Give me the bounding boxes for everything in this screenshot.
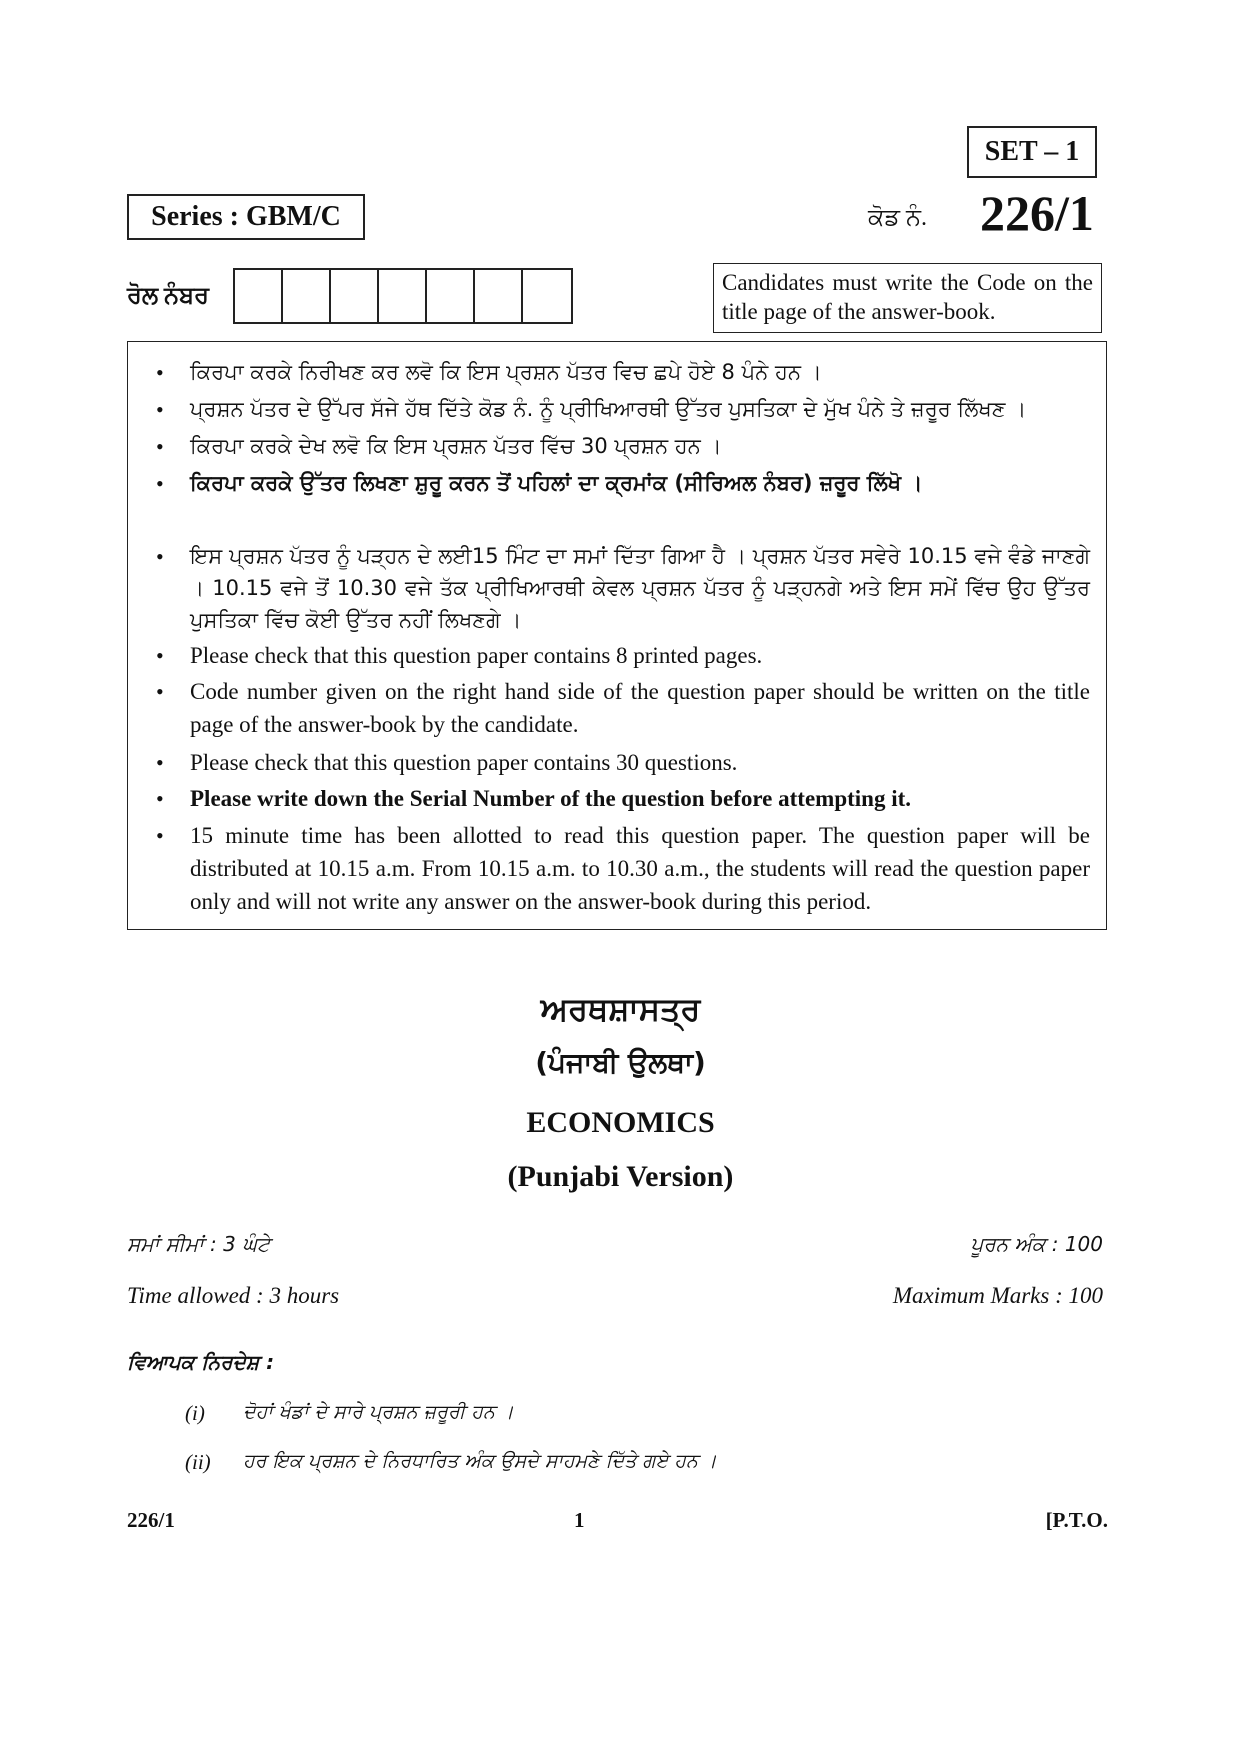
instruction-text: ਕਿਰਪਾ ਕਰਕੇ ਉੱਤਰ ਲਿਖਣਾ ਸ਼ੁਰੂ ਕਰਨ ਤੋਂ ਪਹਿਲਾਂ ਦਾ ਕ੍ਰਮਾਂਕ (ਸੀਰਿਅਲ ਨੰਬਰ) ਜ਼ਰੂਰ ਲਿੱਖੋ । (190, 471, 923, 495)
roll-number-cell[interactable] (331, 270, 379, 322)
max-marks-punjabi: ਪੂਰਨ ਅੰਕ : 100 (970, 1232, 1103, 1256)
instruction-text: 15 minute time has been allotted to read this question paper. The question paper will be distributed at 10.15 a.m. From 10.15 a.m. to 10.30 a.m., the students will read the question paper only and will not write any answer on the answer-book during this period. (190, 823, 1090, 914)
bullet-icon: • (156, 643, 164, 668)
roll-number-cell[interactable] (283, 270, 331, 322)
general-instructions-title: ਵਿਆਪਕ ਨਿਰਦੇਸ਼ : (127, 1350, 275, 1374)
instruction-text: Please write down the Serial Number of the question before attempting it. (190, 786, 912, 811)
bullet-icon: • (156, 679, 164, 704)
roll-number-cell[interactable] (235, 270, 283, 322)
bullet-icon: • (156, 360, 164, 385)
footer-code: 226/1 (127, 1508, 175, 1532)
bullet-icon: • (156, 471, 164, 496)
time-allowed: Time allowed : 3 hours (127, 1283, 340, 1308)
version-title-english: (Punjabi Version) (507, 1160, 734, 1193)
instruction-text: ਕਿਰਪਾ ਕਰਕੇ ਦੇਖ ਲਵੋ ਕਿ ਇਸ ਪ੍ਰਸ਼ਨ ਪੱਤਰ ਵਿੱਚ 30 ਪ੍ਰਸ਼ਨ ਹਨ । (190, 434, 722, 458)
bullet-icon: • (156, 750, 164, 775)
series-label: Series : GBM/C (127, 194, 365, 240)
general-instruction-text: ਹਰ ਇਕ ਪ੍ਰਸ਼ਨ ਦੇ ਨਿਰਧਾਰਿਤ ਅੰਕ ਉਸਦੇ ਸਾਹਮਣੇ ਦਿੱਤੇ ਗਏ ਹਨ । (243, 1450, 717, 1472)
time-allowed-punjabi: ਸਮਾਂ ਸੀਮਾਂ : 3 ਘੰਟੇ (127, 1232, 270, 1256)
roll-number-cell[interactable] (379, 270, 427, 322)
general-instruction-number: (i) (185, 1401, 205, 1425)
subject-title-english: ECONOMICS (526, 1106, 715, 1139)
roll-number-cell[interactable] (523, 270, 571, 322)
roll-number-cell[interactable] (427, 270, 475, 322)
general-instruction-item (185, 1450, 717, 1475)
code-value: 226/1 (980, 185, 1094, 241)
roll-number-cell[interactable] (475, 270, 523, 322)
general-instruction-number: (ii) (185, 1450, 211, 1474)
bullet-icon: • (156, 823, 164, 848)
please-turn-over: [P.T.O. (1045, 1508, 1108, 1532)
instruction-text: ਪ੍ਰਸ਼ਨ ਪੱਤਰ ਦੇ ਉੱਪਰ ਸੱਜੇ ਹੱਥ ਦਿੱਤੇ ਕੋਡ ਨੰ. ਨੂੰ ਪ੍ਰੀਖਿਆਰਥੀ ਉੱਤਰ ਪੁਸਤਿਕਾ ਦੇ ਮੁੱਖ ਪੰਨੇ ਤੇ ਜ਼ਰੂਰ ਲਿੱਖਣ । (190, 397, 1027, 421)
general-instruction-text: ਦੋਹਾਂ ਖੰਡਾਂ ਦੇ ਸਾਰੇ ਪ੍ਰਸ਼ਨ ਜ਼ਰੂਰੀ ਹਨ । (243, 1401, 514, 1423)
bullet-icon: • (156, 434, 164, 459)
roll-number-boxes[interactable] (233, 268, 573, 324)
general-instruction-item (185, 1401, 514, 1426)
code-label: ਕੋਡ ਨੰ. (868, 205, 927, 231)
subject-title-punjabi: ਅਰਥਸ਼ਾਸਤ੍ਰ (540, 990, 701, 1028)
roll-number-label: ਰੋਲ ਨੰਬਰ (127, 283, 209, 309)
instruction-text: Code number given on the right hand side of the question paper should be written on the title page of the answer-book by the candidate. (190, 679, 1090, 737)
instructions-box (127, 341, 1107, 930)
max-marks: Maximum Marks : 100 (892, 1283, 1103, 1308)
instruction-text: ਇਸ ਪ੍ਰਸ਼ਨ ਪੱਤਰ ਨੂੰ ਪੜ੍ਹਨ ਦੇ ਲਈ15 ਮਿੰਟ ਦਾ ਸਮਾਂ ਦਿੱਤਾ ਗਿਆ ਹੈ । ਪ੍ਰਸ਼ਨ ਪੱਤਰ ਸਵੇਰੇ 10.15 ਵਜੇ ਵੰਡੇ ਜਾਣਗੇ । 10.15 ਵਜੇ ਤੋਂ 10.30 ਵਜੇ ਤੱਕ ਪ੍ਰੀਖਿਆਰਥੀ ਕੇਵਲ ਪ੍ਰਸ਼ਨ ਪੱਤਰ ਨੂੰ ਪੜ੍ਹਨਗੇ ਅਤੇ ਇਸ ਸਮੇਂ ਵਿੱਚ ਉਹ ਉੱਤਰ ਪੁਸਤਿਕਾ ਵਿੱਚ ਕੋਈ ਉੱਤਰ ਨਹੀਂ ਲਿਖਣਗੇ । (190, 544, 1090, 632)
instruction-text: ਕਿਰਪਾ ਕਰਕੇ ਨਿਰੀਖਣ ਕਰ ਲਵੋ ਕਿ ਇਸ ਪ੍ਰਸ਼ਨ ਪੱਤਰ ਵਿਚ ਛਪੇ ਹੋਏ 8 ਪੰਨੇ ਹਨ । (190, 360, 822, 384)
set-label: SET – 1 (967, 126, 1097, 178)
page-number: 1 (574, 1508, 585, 1532)
candidate-code-note: Candidates must write the Code on the title page of the answer-book. (713, 263, 1102, 333)
bullet-icon: • (156, 544, 164, 569)
instruction-text: Please check that this question paper contains 8 printed pages. (190, 643, 763, 668)
bullet-icon: • (156, 397, 164, 422)
instruction-text: Please check that this question paper contains 30 questions. (190, 750, 738, 775)
version-title-punjabi: (ਪੰਜਾਬੀ ਉਲਥਾ) (535, 1046, 706, 1079)
bullet-icon: • (156, 786, 164, 811)
